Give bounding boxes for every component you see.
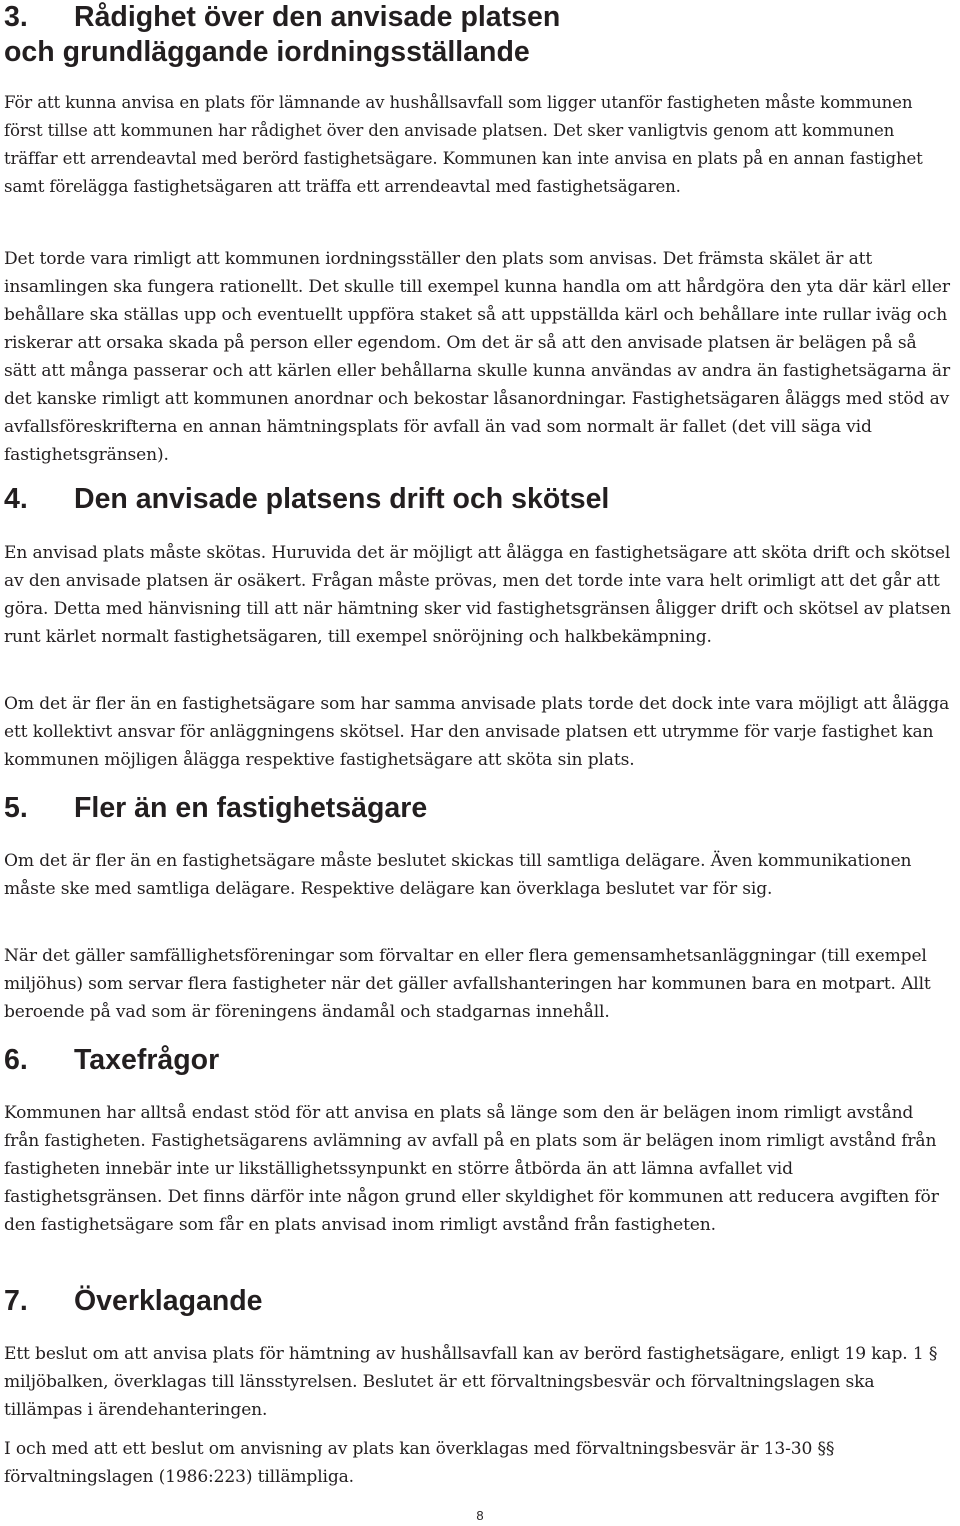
section-number: 5. xyxy=(4,792,28,824)
paragraph: Om det är fler än en fastighetsägare måste beslutet skickas till samtliga delägare. Även kommunikationen måste ske med samtliga delägare. Respektive delägare kan överklaga beslutet var för sig. xyxy=(4,851,912,899)
section-6-heading xyxy=(4,1043,219,1077)
section-number: 6. xyxy=(4,1044,28,1076)
section-4-heading xyxy=(4,482,609,516)
section-5-heading xyxy=(4,791,427,825)
paragraph: En anvisad plats måste skötas. Huruvida det är möjligt att ålägga en fastighetsägare att sköta drift och skötsel av den anvisade platsen är osäkert. Frågan måste prövas, men det torde inte vara helt orimligt att det går att göra. Detta med hänvisning till att när hämtning sker vid fastighetsgränsen åligger drift och skötsel av platsen runt kärlet normalt fastighetsägaren, till exempel snöröjning och halkbekämpning. xyxy=(4,543,951,647)
section-title-line-2: och grundläggande iordningsställande xyxy=(4,36,530,68)
paragraph: Ett beslut om att anvisa plats för hämtning av hushållsavfall kan av berörd fastighetsägare, enligt 19 kap. 1 § miljöbalken, överklagas till länsstyrelsen. Beslutet är ett förvaltningsbesvär och förvaltningslagen ska tillämpas i ärendehanteringen. xyxy=(4,1344,938,1420)
section-title: Taxefrågor xyxy=(74,1044,220,1076)
section-title-line-1: Rådighet över den anvisade platsen xyxy=(74,1,561,33)
paragraph: För att kunna anvisa en plats för lämnande av hushållsavfall som ligger utanför fastigheten måste kommunen först tillse att kommunen har rådighet över den anvisade platsen. Det sker vanligtvis genom att kommunen träffar ett arrendeavtal med berörd fastighetsägare. Kommunen kan inte anvisa en plats på en annan fastighet samt förelägga fastighetsägaren att träffa ett arrendeavtal med fastighetsägaren. xyxy=(4,93,923,196)
paragraph: I och med att ett beslut om anvisning av plats kan överklagas med förvaltningsbesvär är 13-30 §§ förvaltningslagen (1986:223) tillämpliga. xyxy=(4,1439,835,1487)
section-number: 7. xyxy=(4,1285,28,1317)
section-title: Fler än en fastighetsägare xyxy=(74,792,428,824)
section-heading-continued xyxy=(4,35,560,70)
section-7-heading xyxy=(4,1284,263,1318)
section-number: 4. xyxy=(4,483,28,515)
paragraph: Om det är fler än en fastighetsägare som har samma anvisade plats torde det dock inte vara möjligt att ålägga ett kollektivt ansvar för anläggningens skötsel. Har den anvisade platsen ett utrymme för varje fastighet kan kommunen möjligen ålägga respektive fastighetsägare att sköta sin plats. xyxy=(4,694,950,770)
section-3-heading xyxy=(4,0,560,70)
section-title: Överklagande xyxy=(74,1285,263,1317)
paragraph: Det torde vara rimligt att kommunen iordningsställer den plats som anvisas. Det främsta skälet är att insamlingen ska fungera rationellt. Det skulle till exempel kunna handla om att hårdgöra den yta där kärl eller behållare ska ställas upp och eventuellt uppföra staket så att uppställda kärl och behållare inte rullar iväg och riskerar att orsaka skada på person eller egendom. Om det är så att den anvisade platsen är belägen på så sätt att många passerar och att kärlen eller behållarna skulle kunna användas av andra än fastighetsägarna är det kanske rimligt att kommunen anordnar och bekostar låsanordningar. Fastighetsägaren åläggs med stöd av avfallsföreskrifterna en annan hämtningsplats för avfall än vad som normalt är fallet (det vill säga vid fastighetsgränsen). xyxy=(4,249,950,465)
section-number: 3. xyxy=(4,1,28,33)
section-heading xyxy=(4,0,560,35)
paragraph: När det gäller samfällighetsföreningar som förvaltar en eller flera gemensamhetsanläggningar (till exempel miljöhus) som servar flera fastigheter när det gäller avfallshanteringen har kommunen bara en motpart. Allt beroende på vad som är föreningens ändamål och stadgarnas innehåll. xyxy=(4,946,931,1022)
paragraph: Kommunen har alltså endast stöd för att anvisa en plats så länge som den är belägen inom rimligt avstånd från fastigheten. Fastighetsägarens avlämning av avfall på en plats som är belägen inom rimligt avstånd från fastigheten innebär inte ur likställighetssynpunkt en större åtbörda än att lämna avfallet vid fastighetsgränsen. Det finns därför inte någon grund eller skyldighet för kommunen att reducera avgiften för den fastighetsägare som får en plats anvisad inom rimligt avstånd från fastigheten. xyxy=(4,1103,939,1235)
section-title: Den anvisade platsens drift och skötsel xyxy=(74,483,610,515)
page-number: 8 xyxy=(476,1508,484,1523)
